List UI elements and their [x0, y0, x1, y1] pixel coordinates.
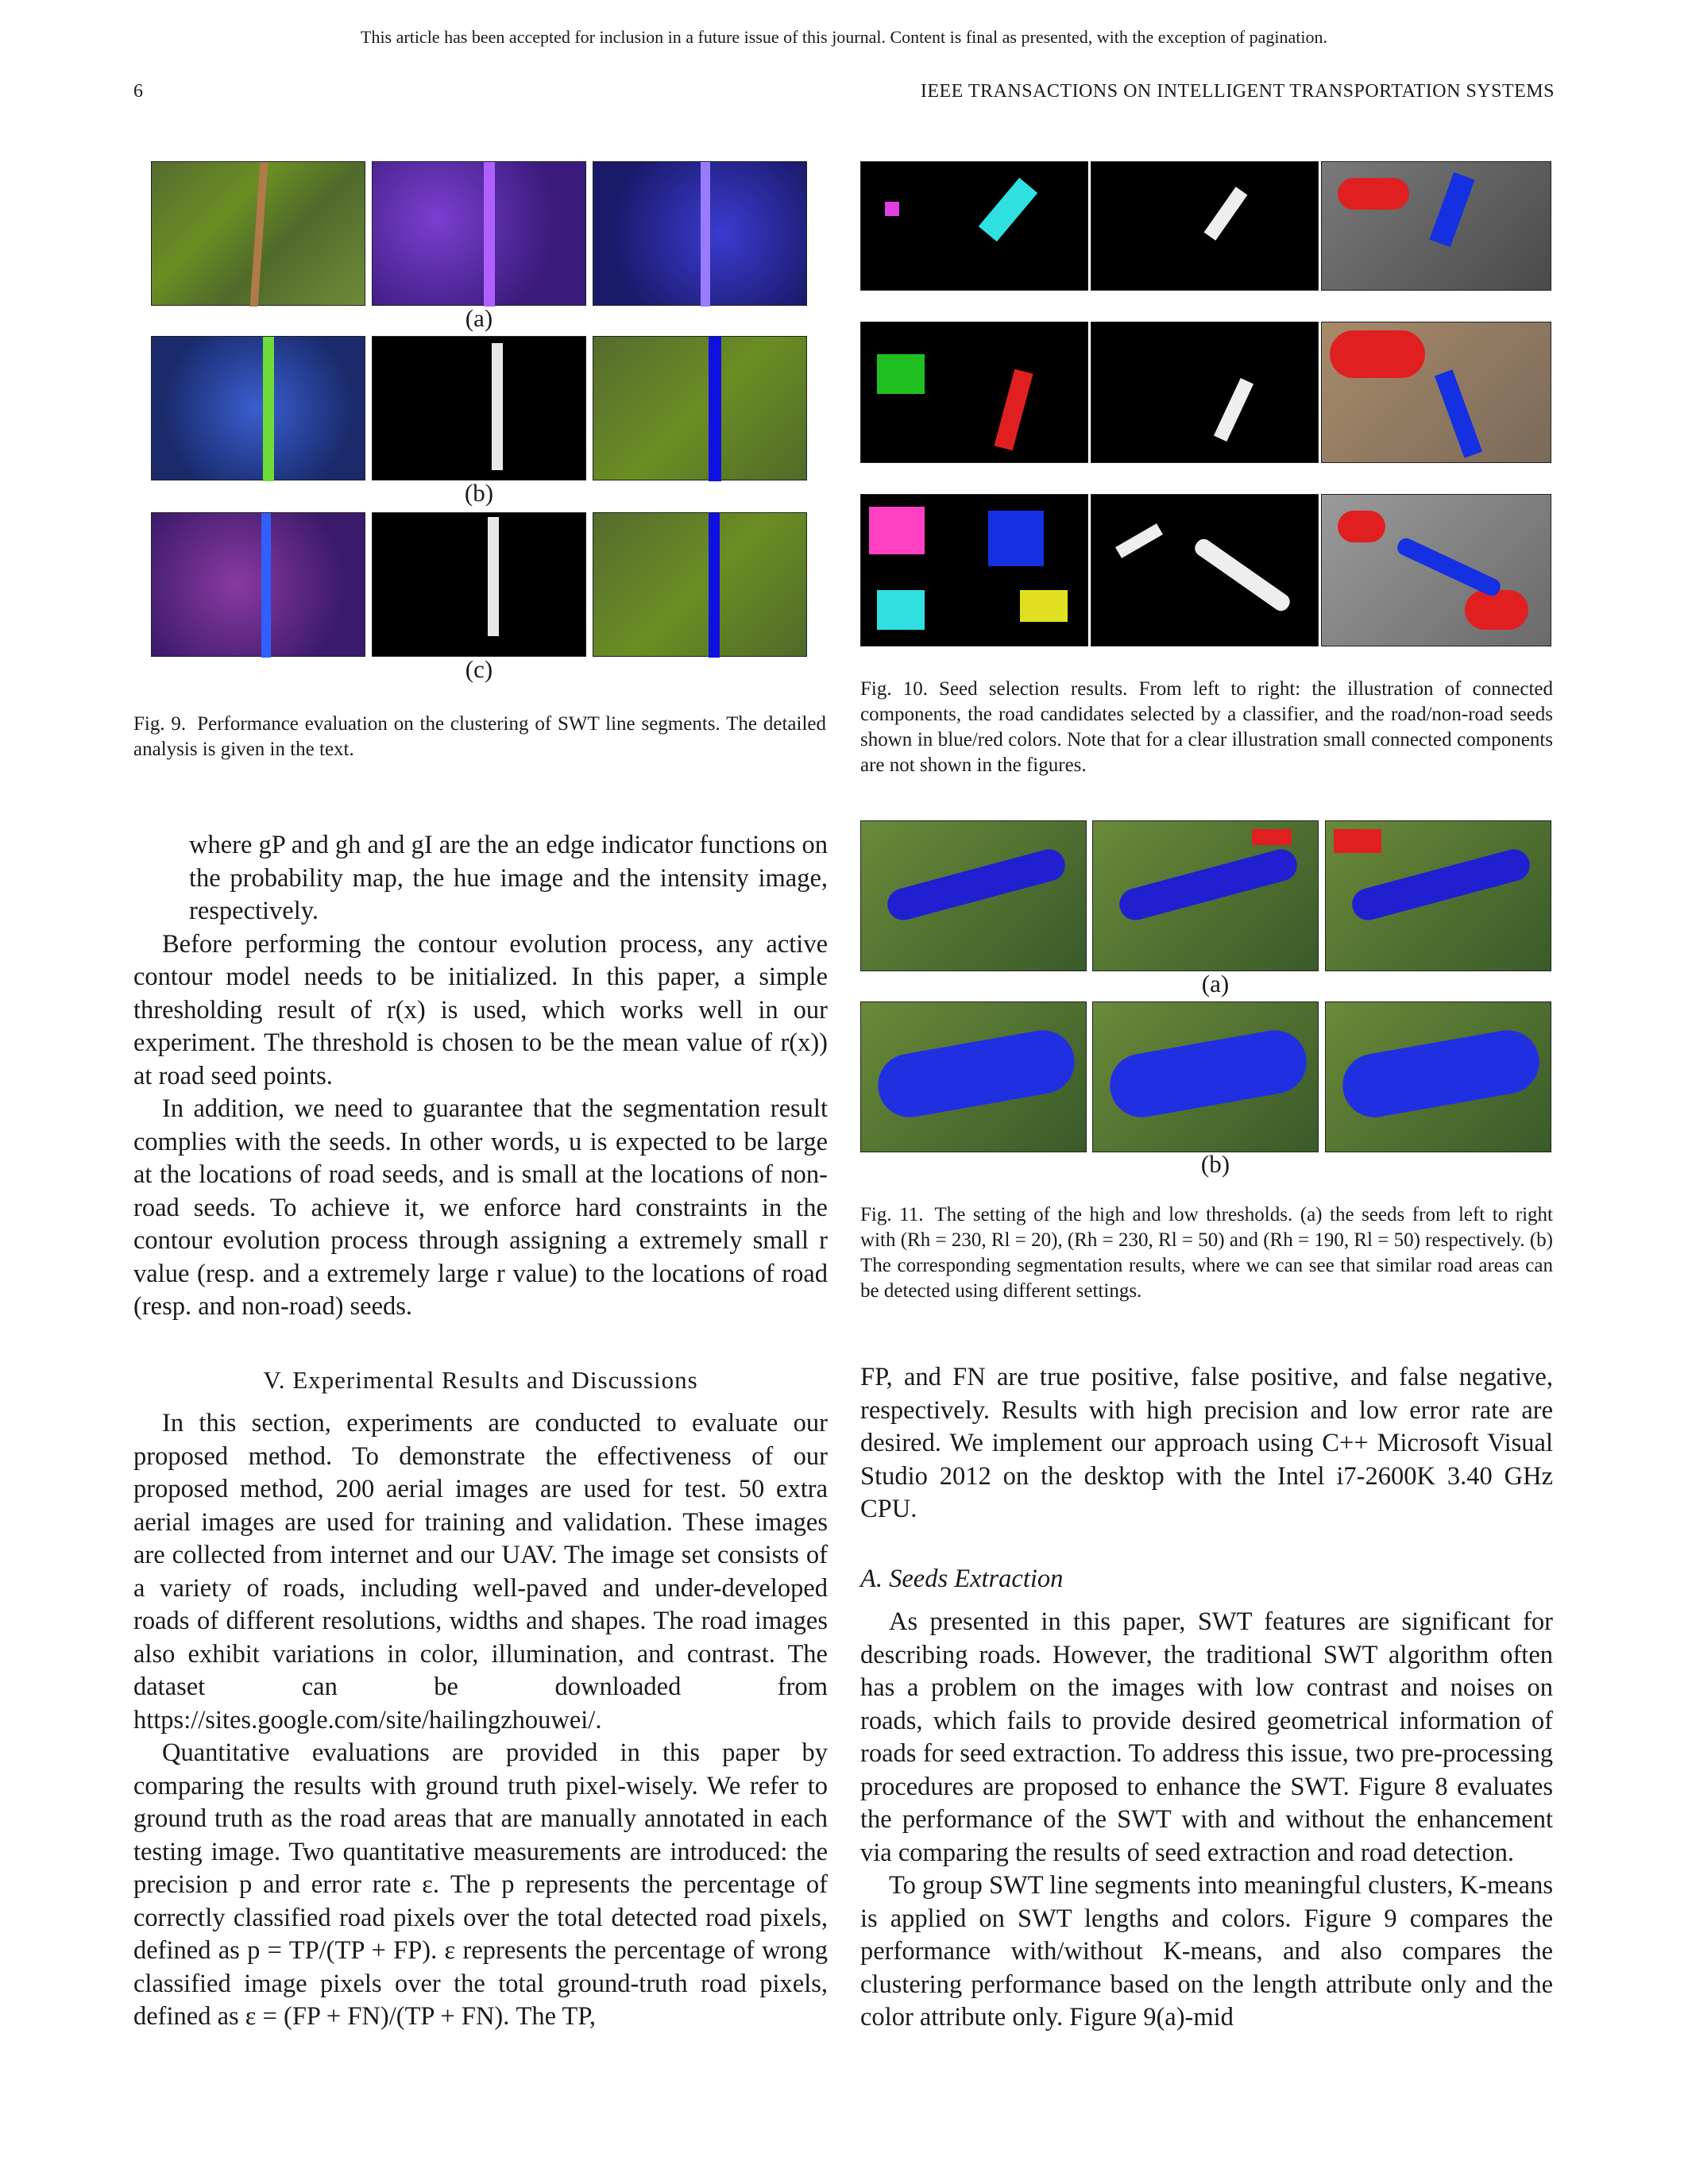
fig9-caption-text: Performance evaluation on the clustering of SWT line segments. The detailed analysis is given in the text.: [133, 713, 826, 760]
fig9c-clustered-segments-image: [151, 512, 365, 657]
fig11-caption-text: The setting of the high and low thresholds. (a) the seeds from left to right with (Rh = 230, Rl = 20), (Rh = 230, Rl = 50) and (Rh = 190, Rl = 50) respectively. (b) The corresponding segmentation results, where we can see that similar road areas can be detected using different settings.: [860, 1204, 1553, 1302]
page-number: 6: [133, 81, 143, 102]
fig10-row1-seeds-image: [1321, 161, 1551, 291]
fig10-row2-seeds-image: [1321, 322, 1551, 463]
fig11-caption-label: Fig. 11.: [860, 1204, 924, 1225]
fig9c-road-mask-image: [372, 512, 586, 657]
fig9-caption-label: Fig. 9.: [133, 713, 187, 735]
fig11b-result-image-3: [1325, 1001, 1551, 1152]
fig11b-result-image-2: [1092, 1001, 1319, 1152]
fig9a-swt-segments-image: [372, 161, 586, 306]
fig11a-seeds-image-1: [860, 820, 1087, 971]
left-column-upper: [133, 829, 828, 1324]
left-column-lower: [133, 1407, 828, 2034]
fig9c-label: (c): [465, 655, 493, 683]
fig10-caption-label: Fig. 10.: [860, 678, 929, 700]
right-paragraph-2: As presented in this paper, SWT features are significant for describing roads. However, the traditional SWT algorithm often has a problem on the images with low contrast and noises on roads, which fails to provide desired geometrical information of roads for seed extraction. To address this issue, two pre-processing procedures are proposed to enhance the SWT. Figure 8 evaluates the performance of the SWT with and without the enhancement via comparing the results of seed extraction and road detection.: [860, 1607, 1553, 1867]
fig11b-result-image-1: [860, 1001, 1087, 1152]
left-paragraph-1: Before performing the contour evolution process, any active contour model needs to be initialized. In this paper, a simple thresholding result of r(x) is used, which works well in our experiment. The threshold is chosen to be the mean value of r(x)) at road seed points.: [133, 929, 828, 1090]
where-clause: where gP and gh and gI are the an edge indicator functions on the probability map, the hue image and the intensity image, respectively.: [189, 831, 828, 925]
section-title: V. Experimental Results and Discussions: [263, 1366, 698, 1394]
fig10-row2-candidates-image: [1091, 322, 1319, 463]
left-paragraph-4: Quantitative evaluations are provided in this paper by comparing the results with ground truth pixel-wisely. We refer to ground truth as the road areas that are manually annotated in each testing image. Two quantitative measurements are introduced: the precision p and error rate ε. The p represents the percentage of correctly classified road pixels over the total detected road pixels, defined as p = TP/(TP + FP). ε represents the percentage of wrong classified image pixels over the total ground-truth road pixels, defined as ε = (FP + FN)/(TP + FN). The TP,: [133, 1738, 828, 2031]
fig9-caption: [133, 712, 826, 762]
fig11b-label: (b): [1200, 1150, 1230, 1178]
fig9a-aerial-image: [151, 161, 365, 306]
acceptance-notice: This article has been accepted for inclusion in a future issue of this journal. Content is final as presented, with the exception of pagination.: [361, 27, 1327, 47]
right-column-upper: [860, 1361, 1553, 1526]
right-column-lower: [860, 1606, 1553, 2035]
fig11a-seeds-image-3: [1325, 820, 1551, 971]
left-paragraph-2: In addition, we need to guarantee that the segmentation result complies with the seeds. In other words, u is expected to be large at the locations of road seeds, and is small at the locations of non-road seeds. To achieve it, we enforce hard constraints in the contour evolution process through assigning a extremely small r value (resp. and a extremely large r value) to the locations of road (resp. and non-road) seeds.: [133, 1094, 828, 1321]
fig9b-label: (b): [464, 479, 494, 507]
fig11-caption: [860, 1202, 1553, 1304]
fig10-row1-candidates-image: [1091, 161, 1319, 291]
fig10-row3-components-image: [860, 494, 1088, 646]
fig9b-road-mask-image: [372, 336, 586, 480]
fig9b-clustered-segments-image: [151, 336, 365, 480]
right-paragraph-1: FP, and FN are true positive, false positive, and false negative, respectively. Results with high precision and low error rate are desired. We implement our approach using C++ Microsoft Visual Studio 2012 on the desktop with the Intel i7-2600K 3.40 GHz CPU.: [860, 1363, 1553, 1523]
fig11a-seeds-image-2: [1092, 820, 1319, 971]
left-paragraph-3: In this section, experiments are conducted to evaluate our proposed method. To demonstrate the effectiveness of our proposed method, 200 aerial images are used for test. 50 extra aerial images are used for training and validation. These images are collected from internet and our UAV. The image set consists of a variety of roads, including well-paved and under-developed roads of different resolutions, widths and shapes. The road images also exhibit variations in color, illumination, and contrast. The dataset can be downloaded from https://sites.google.com/site/hailingzhouwei/.: [133, 1409, 828, 1734]
fig10-row3-seeds-image: [1321, 494, 1551, 646]
fig9a-clustered-segments-image: [593, 161, 807, 306]
fig9b-detection-overlay-image: [593, 336, 807, 480]
fig9c-detection-overlay-image: [593, 512, 807, 657]
fig10-row3-candidates-image: [1091, 494, 1319, 646]
fig10-caption: [860, 677, 1553, 778]
journal-title: IEEE TRANSACTIONS ON INTELLIGENT TRANSPORTATION SYSTEMS: [920, 81, 1555, 102]
fig10-caption-text: Seed selection results. From left to right: the illustration of connected components, the road candidates selected by a classifier, and the road/non-road seeds shown in blue/red colors. Note that for a clear illustration small connected components are not shown in the figures.: [860, 678, 1553, 776]
fig11a-label: (a): [1201, 970, 1230, 997]
fig9a-label: (a): [465, 304, 493, 332]
right-paragraph-3: To group SWT line segments into meaningful clusters, K-means is applied on SWT lengths and colors. Figure 9 compares the performance with/without K-means, and also compares the clustering performance based on the length attribute only and the color attribute only. Figure 9(a)-mid: [860, 1871, 1553, 2032]
subsection-title: A. Seeds Extraction: [860, 1565, 1064, 1593]
fig10-row2-components-image: [860, 322, 1088, 463]
fig10-row1-components-image: [860, 161, 1088, 291]
